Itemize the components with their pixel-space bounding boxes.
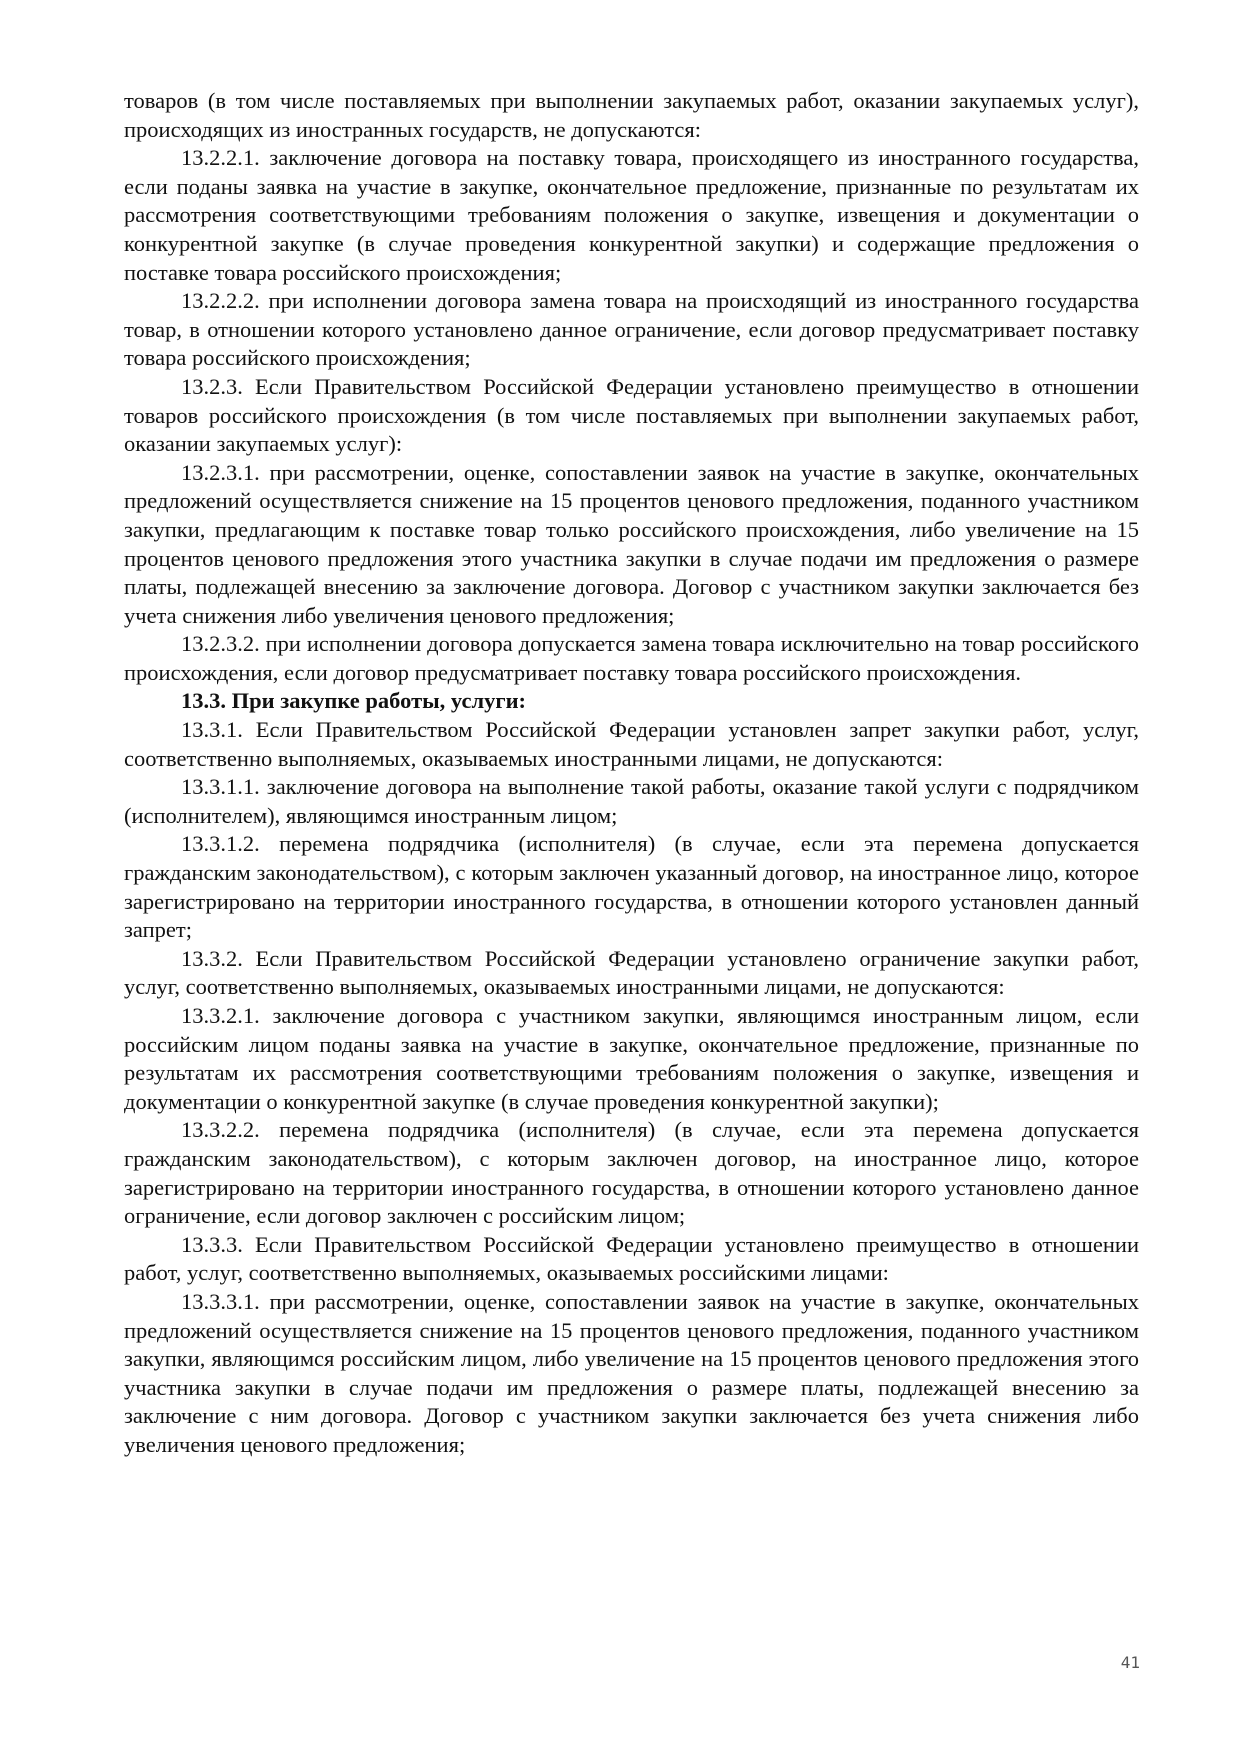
paragraph-13-2-2-1: 13.2.2.1. заключение договора на поставку товара, происходящего из иностранного государства, если поданы заявка на участие в закупке, окончательное предложение, признанные по результатам их рассмотрения соответствующими требованиям положения о закупке, извещения и документации о конкурентной закупке (в случае проведения конкурентной закупки) и содержащие предложения о поставке товара российского происхождения; <box>124 145 1139 285</box>
paragraph-13-3-3: 13.3.3. Если Правительством Российской Федерации установлено преимущество в отношении работ, услуг, соответственно выполняемых, оказываемых российскими лицами: <box>124 1231 1139 1286</box>
paragraph-13-3-1-2: 13.3.1.2. перемена подрядчика (исполнителя) (в случае, если эта перемена допускается гражданским законодательством), с которым заключен указанный договор, на иностранное лицо, которое зарегистрировано на территории иностранного государства, в отношении которого установлен данный запрет; <box>124 831 1139 943</box>
paragraph-13-3-1-1: 13.3.1.1. заключение договора на выполнение такой работы, оказание такой услуги с подрядчиком (исполнителем), являющимся иностранным лицом; <box>124 774 1139 828</box>
paragraph-continuation: товаров (в том числе поставляемых при выполнении закупаемых работ, оказании закупаемых услуг), происходящих из иностранных государств, не допускаются: <box>124 88 1139 142</box>
paragraph-13-3-2-1: 13.3.2.1. заключение договора с участником закупки, являющимся иностранным лицом, если российским лицом поданы заявка на участие в закупке, окончательное предложение, признанные по результатам их рассмотрения соответствующими требованиям положения о закупке, извещения и документации о конкурентной закупке (в случае проведения конкурентной закупки); <box>124 1003 1139 1114</box>
paragraph-13-2-3: 13.2.3. Если Правительством Российской Федерации установлено преимущество в отношении товаров российского происхождения (в том числе поставляемых при выполнении закупаемых работ, оказании закупаемых услуг): <box>124 373 1139 457</box>
paragraph-13-3-3-1: 13.3.3.1. при рассмотрении, оценке, сопоставлении заявок на участие в закупке, окончательных предложений осуществляется снижение на 15 процентов ценового предложения, поданного участником закупки, являющимся российским лицом, либо увеличение на 15 процентов ценового предложения этого участника закупки в случае подачи им предложения о размере платы, подлежащей внесению за заключение с ним договора. Договор с участником закупки заключается без учета снижения либо увеличения ценового предложения; <box>124 1288 1139 1457</box>
paragraph-13-2-3-1: 13.2.3.1. при рассмотрении, оценке, сопоставлении заявок на участие в закупке, окончательных предложений осуществляется снижение на 15 процентов ценового предложения, поданного участником закупки, предлагающим к поставке товар только российского происхождения, либо увеличение на 15 процентов ценового предложения этого участника закупки в случае подачи им предложения о размере платы, подлежащей внесению за заключение договора. Договор с участником закупки заключается без учета снижения либо увеличения ценового предложения; <box>124 459 1139 628</box>
paragraph-13-3-1: 13.3.1. Если Правительством Российской Федерации установлен запрет закупки работ, услуг, соответственно выполняемых, оказываемых иностранными лицами, не допускаются: <box>124 717 1139 771</box>
page-number: 41 <box>1120 1653 1140 1672</box>
paragraph-13-2-3-2: 13.2.3.2. при исполнении договора допускается замена товара исключительно на товар российского происхождения, если договор предусматривает поставку товара российского происхождения. <box>124 631 1139 685</box>
section-heading-13-3: 13.3. При закупке работы, услуги: <box>181 688 527 714</box>
paragraph-13-3-2: 13.3.2. Если Правительством Российской Федерации установлено ограничение закупки работ, услуг, соответственно выполняемых, оказываемых иностранными лицами, не допускаются: <box>124 945 1139 1000</box>
document-body <box>124 87 1139 1460</box>
paragraph-13-2-2-2: 13.2.2.2. при исполнении договора замена товара на происходящий из иностранного государства товар, в отношении которого установлено данное ограничение, если договор предусматривает поставку товара российского происхождения; <box>124 288 1139 371</box>
paragraph-13-3-2-2: 13.3.2.2. перемена подрядчика (исполнителя) (в случае, если эта перемена допускается гражданским законодательством), с которым заключен договор, на иностранное лицо, которое зарегистрировано на территории иностранного государства, в отношении которого установлено данное ограничение, если договор заключен с российским лицом; <box>124 1117 1139 1229</box>
